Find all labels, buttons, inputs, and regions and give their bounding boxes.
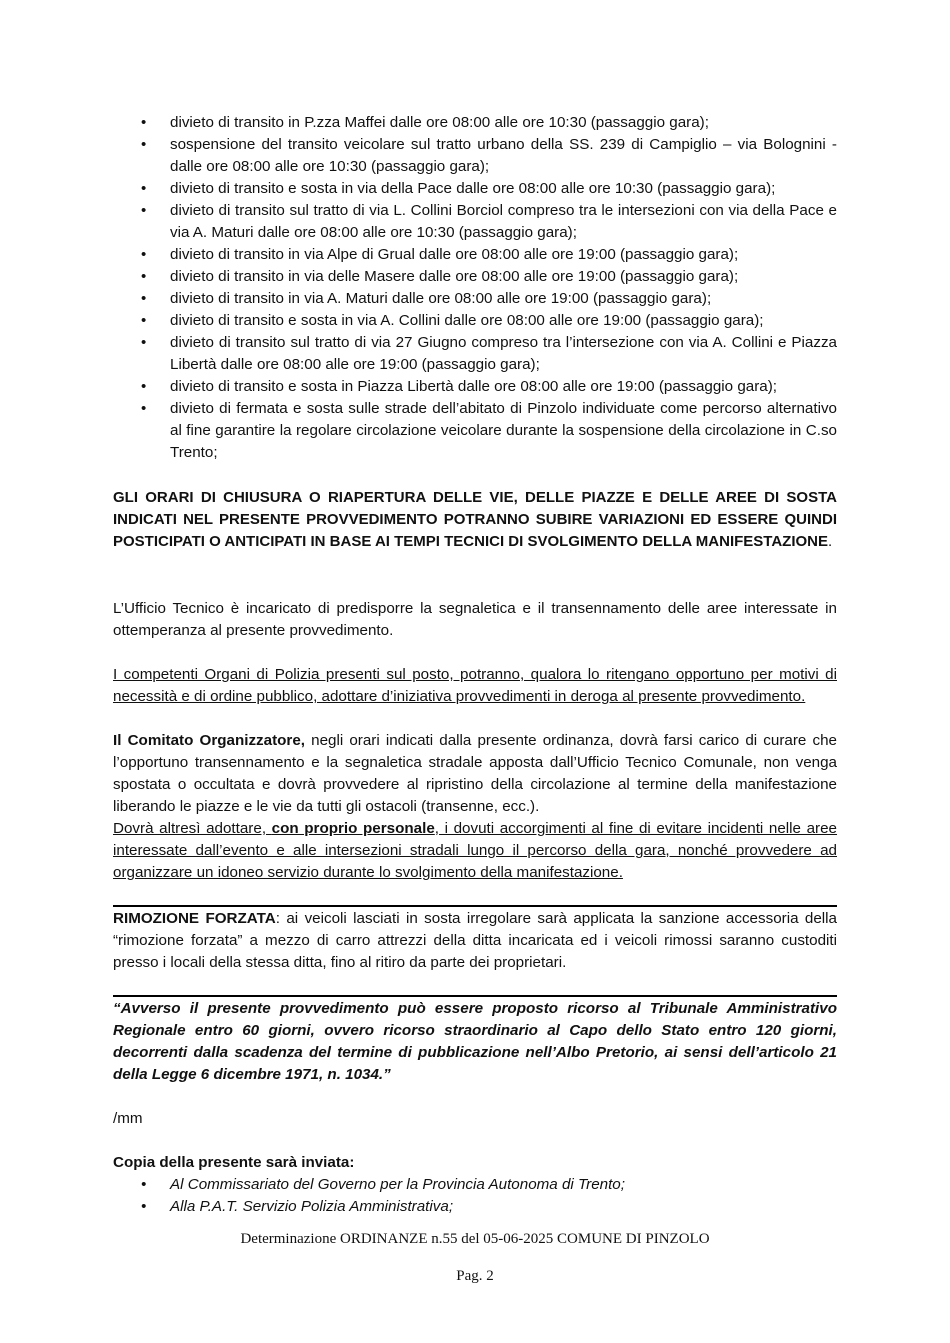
list-item-text: divieto di transito in P.zza Maffei dalle ore 08:00 alle ore 10:30 (passaggio gara); [170,114,709,131]
altresi-paragraph: Dovrà altresì adottare, con proprio personale, i dovuti accorgimenti al fine di evitare incidenti nelle aree interessate dall’evento e alle intersezioni stradali lungo il percorso della gara, nonché provvedere ad organizzare un idoneo servizio durante lo svolgimento della manifestazione. [113,820,838,881]
list-item-text: divieto di fermata e sosta sulle strade dell’abitato di Pinzolo individuate come percorso alternativo al fine garantire la regolare circolazione veicolare durante la sospensione della circolazione in C.so Trento; [170,400,837,461]
list-item [113,112,837,134]
list-item [113,398,837,464]
divider-rule [113,995,837,997]
comitato-paragraph: Il Comitato Organizzatore, negli orari indicati dalla presente ordinanza, dovrà farsi carico di curare che l’opportuno transennamento e la segnaletica stradale apposta dall’Ufficio Tecnico Comunale, non venga spostata o occultata e dovrà provvedere al ripristino della circolazione al termine della manifestazione liberando le piazze e le vie da tutti gli ostacoli (transenne, ecc.). [113,732,837,815]
initials: /mm [113,1110,143,1127]
schedule-variation-notice: GLI ORARI DI CHIUSURA O RIAPERTURA DELLE VIE, DELLE PIAZZE E DELLE AREE DI SOSTA INDICATI NEL PRESENTE PROVVEDIMENTO POTRANNO SUBIRE VARIAZIONI ED ESSERE QUINDI POSTICIPATI O ANTICIPATI IN BASE AI TEMPI TECNICI DI SVOLGIMENTO DELLA MANIFESTAZIONE. [113,489,837,550]
list-item [113,310,837,332]
list-item [113,178,837,200]
comitato-label: Il Comitato Organizzatore, [113,732,305,749]
bullet-icon: • [141,400,147,417]
divider-rule [113,905,837,907]
polizia-paragraph: I competenti Organi di Polizia presenti sul posto, potranno, qualora lo ritengano opportuno per motivi di necessità e di ordine pubblico, adottare d’iniziativa provvedimenti in deroga al presente provvedimento. [113,666,837,705]
bullet-icon: • [141,268,147,285]
list-item [113,1174,837,1196]
rimozione-paragraph: RIMOZIONE FORZATA: ai veicoli lasciati in sosta irregolare sarà applicata la sanzione accessoria della “rimozione forzata” a mezzo di carro attrezzi della ditta incaricata ed i veicoli rimossi saranno custoditi presso i locali della stessa ditta, fino al ritiro da parte dei proprietari. [113,910,837,971]
bullet-icon: • [141,114,147,131]
list-item [113,1196,837,1218]
list-item [113,288,837,310]
restrictions-list [113,112,837,464]
list-item [113,376,837,398]
bullet-icon: • [141,1176,147,1193]
list-item-text: divieto di transito e sosta in via A. Collini dalle ore 08:00 alle ore 19:00 (passaggio gara); [170,312,764,329]
list-item [113,266,837,288]
page-number: Pag. 2 [456,1268,494,1284]
list-item [113,244,837,266]
bullet-icon: • [141,1198,147,1215]
document-body [113,112,837,1218]
list-item [113,134,837,178]
ufficio-tecnico-paragraph: L’Ufficio Tecnico è incaricato di predisporre la segnaletica e il transennamento delle aree interessate in ottemperanza al presente provvedimento. [113,600,837,639]
rimozione-label: RIMOZIONE FORZATA [113,910,276,927]
bullet-icon: • [141,202,147,219]
document-footer: Determinazione ORDINANZE n.55 del 05-06-2025 COMUNE DI PINZOLO [240,1231,710,1247]
copia-heading: Copia della presente sarà inviata: [113,1154,355,1171]
list-item-text: divieto di transito in via A. Maturi dalle ore 08:00 alle ore 19:00 (passaggio gara); [170,290,712,307]
list-item-text: divieto di transito e sosta in Piazza Libertà dalle ore 08:00 alle ore 19:00 (passaggio gara); [170,378,778,395]
bullet-icon: • [141,378,147,395]
list-item-text: divieto di transito sul tratto di via 27 Giugno compreso tra l’intersezione con via A. Collini e Piazza Libertà dalle ore 08:00 alle ore 19:00 (passaggio gara); [170,334,837,373]
list-item [113,200,837,244]
list-item-text: Alla P.A.T. Servizio Polizia Amministrativa; [170,1198,454,1215]
bullet-icon: • [141,312,147,329]
bullet-icon: • [141,180,147,197]
bullet-icon: • [141,136,147,153]
ricorso-paragraph: “Avverso il presente provvedimento può essere proposto ricorso al Tribunale Amministrativo Regionale entro 60 giorni, ovvero ricorso straordinario al Capo dello Stato entro 120 giorni, decorrenti dalla scadenza del termine di pubblicazione nell’Albo Pretorio, ai sensi dell’articolo 21 della Legge 6 dicembre 1971, n. 1034.” [113,1000,837,1083]
list-item [113,332,837,376]
list-item-text: divieto di transito sul tratto di via L. Collini Borciol compreso tra le intersezioni con via della Pace e via A. Maturi dalle ore 08:00 alle ore 10:30 (passaggio gara); [170,202,837,241]
list-item-text: divieto di transito e sosta in via della Pace dalle ore 08:00 alle ore 10:30 (passaggio gara); [170,180,776,197]
bullet-icon: • [141,290,147,307]
list-item-text: divieto di transito in via Alpe di Grual dalle ore 08:00 alle ore 19:00 (passaggio gara); [170,246,739,263]
list-item-text: divieto di transito in via delle Masere dalle ore 08:00 alle ore 19:00 (passaggio gara); [170,268,739,285]
list-item-text: Al Commissariato del Governo per la Provincia Autonoma di Trento; [170,1176,625,1193]
copia-recipients-list [113,1174,837,1218]
bullet-icon: • [141,334,147,351]
bullet-icon: • [141,246,147,263]
list-item-text: sospensione del transito veicolare sul tratto urbano della SS. 239 di Campiglio – via Bolognini - dalle ore 08:00 alle ore 10:30 (passaggio gara); [170,136,837,175]
